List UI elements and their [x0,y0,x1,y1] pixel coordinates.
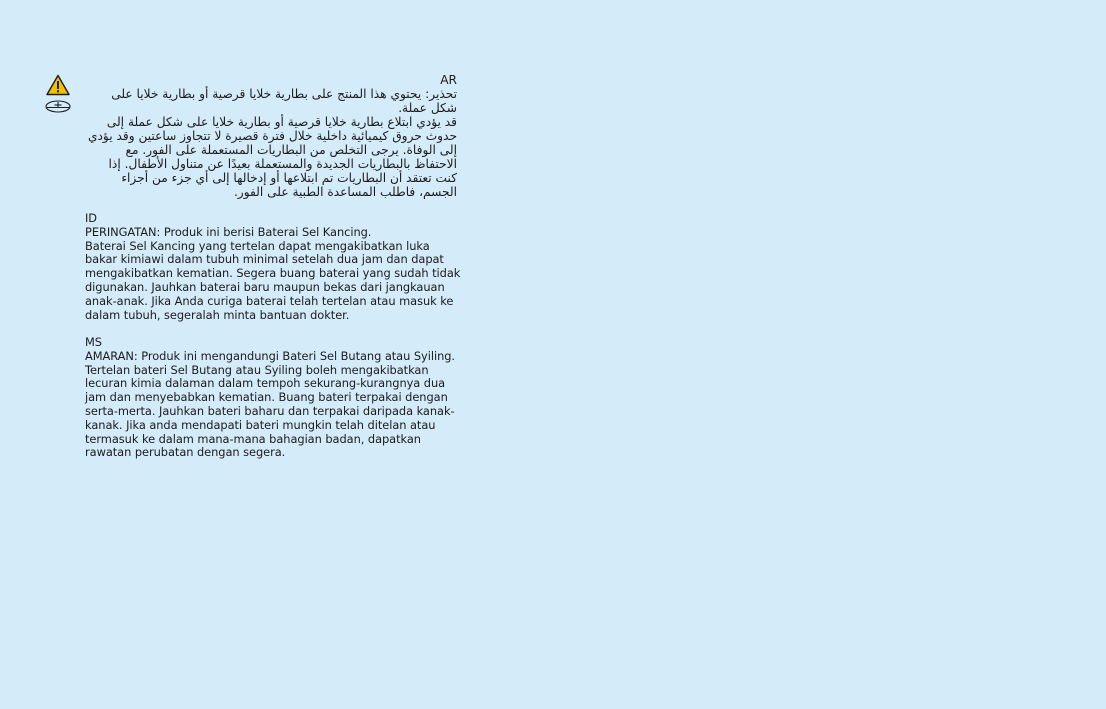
indonesian-warning-section [85,212,465,322]
warning-body-id: Baterai Sel Kancing yang tertelan dapat mengakibatkan luka bakar kimiawi dalam tubuh minimal setelah dua jam dan dapat mengakibatkan kematian. Segera buang baterai yang sudah tidak digunakan. Jauhkan baterai baru maupun bekas dari jangkauan anak-anak. Jika Anda curiga baterai telah tertelan atau masuk ke dalam tubuh, segeralah minta bantuan dokter. [85,238,461,322]
warning-heading-id: PERINGATAN: Produk ini berisi Baterai Sel Kancing. [85,224,372,239]
warning-body-ms: Tertelan bateri Sel Butang atau Syiling boleh mengakibatkan lecuran kimia dalaman dalam tempoh sekurang-kurangnya dua jam dan menyebabkan kematian. Buang bateri terpakai dengan serta-merta. Jauhkan bateri baharu dan terpakai daripada kanak-kanak. Jika anda mendapati bateri mungkin telah ditelan atau termasuk ke dalam mana-mana bahagian badan, dapatkan rawatan perubatan dengan segera. [85,362,455,460]
language-code-ms: MS [85,335,102,349]
warning-heading-ms: AMARAN: Produk ini mengandungi Bateri Sel Butang atau Syiling. [85,348,455,363]
arabic-warning-section [84,73,457,199]
malay-warning-section [85,336,465,460]
language-code-id: ID [85,211,98,225]
warning-heading-ar: تحذير: يحتوي هذا المنتج على بطارية خلايا قرصية أو بطارية خلايا على شكل عملة. [111,87,457,115]
warning-triangle-icon [46,74,70,96]
coin-cell-battery-icon [45,100,71,113]
language-code-ar: AR [440,73,457,87]
warning-body-ar: قد يؤدي ابتلاع بطارية خلايا قرصية أو بطارية خلايا على شكل عملة إلى حدوث حروق كيميائية داخلية خلال فترة قصيرة لا تتجاوز ساعتين وقد يؤدي إلى الوفاة. يرجى التخلص من البطاريات المستعملة على الفور. مع الاحتفاظ بالبطاريات الجديدة والمستعملة بعيدًا عن متناول الأطفال. إذا كنت تعتقد أن البطاريات تم ابتلاعها أو إدخالها إلى أي جزء من أجزاء الجسم، فاطلب المساعدة الطبية على الفور. [87,115,457,199]
